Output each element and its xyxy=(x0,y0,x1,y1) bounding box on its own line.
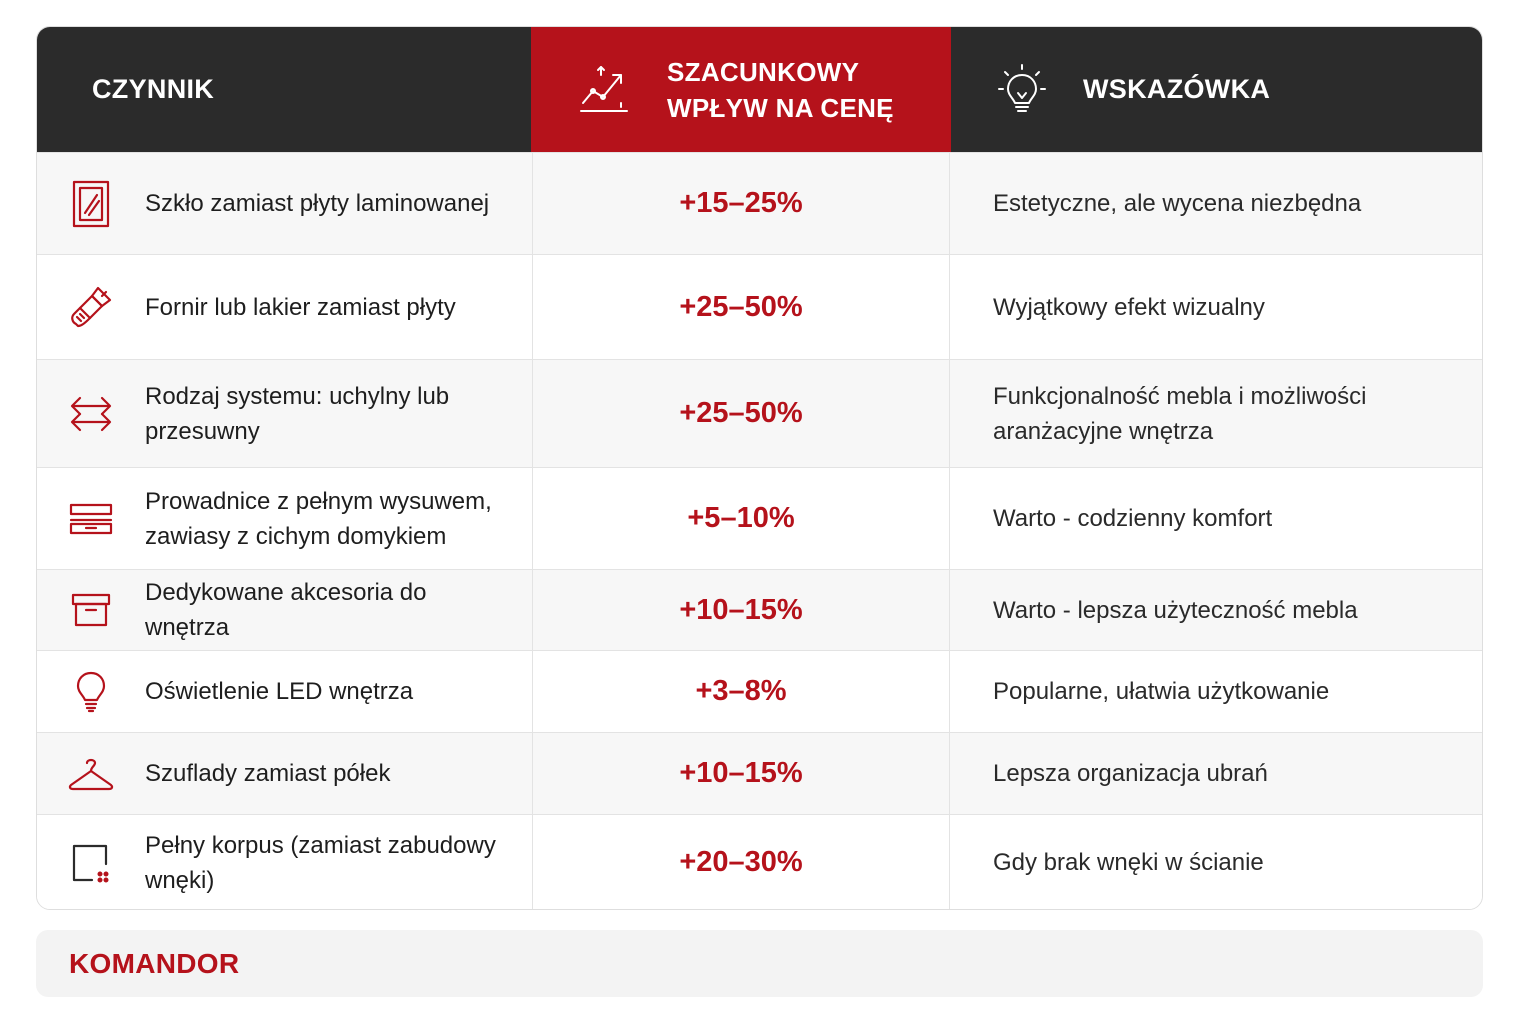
impact-value: +15–25% xyxy=(533,153,950,254)
factor-label: Dedykowane akcesoria do wnętrza xyxy=(145,579,427,641)
factor-label: Oświetlenie LED wnętrza xyxy=(145,678,414,705)
table-row xyxy=(37,569,1482,650)
factor-cell xyxy=(37,468,533,569)
table-row xyxy=(37,467,1482,569)
tip-text: Popularne, ułatwia użytkowanie xyxy=(993,678,1330,705)
factor-label: Prowadnice z pełnym wysuwem, zawiasy z cichym domykiem xyxy=(145,487,492,550)
table-body xyxy=(37,152,1482,910)
table-row xyxy=(37,650,1482,732)
factor-cell xyxy=(37,570,533,650)
trend-chart-icon xyxy=(577,63,631,117)
price-impact-table xyxy=(36,26,1483,910)
header-impact xyxy=(531,27,951,152)
tip-text: Lepsza organizacja ubrań xyxy=(993,760,1268,787)
brand-name: KOMANDOR xyxy=(69,947,240,979)
full-body-frame-icon xyxy=(37,842,145,884)
header-factor: CZYNNIK xyxy=(92,74,215,104)
factor-cell xyxy=(37,651,533,732)
footer-bar xyxy=(36,930,1483,997)
impact-value: +5–10% xyxy=(533,468,950,569)
header-impact-line1: SZACUNKOWY xyxy=(667,56,860,87)
impact-value: +10–15% xyxy=(533,570,950,650)
sliding-arrows-icon xyxy=(37,394,145,434)
tip-text: Wyjątkowy efekt wizualny xyxy=(993,293,1265,321)
impact-value: +3–8% xyxy=(533,651,950,732)
tip-text: Warto - codzienny komfort xyxy=(993,505,1273,532)
table-row xyxy=(37,152,1482,254)
tip-text: Warto - lepsza użyteczność mebla xyxy=(993,596,1358,624)
table-row xyxy=(37,732,1482,814)
table-row xyxy=(37,254,1482,359)
drawer-slide-icon xyxy=(37,502,145,536)
table-row xyxy=(37,814,1482,910)
table-header xyxy=(37,27,1482,152)
tip-text: Funkcjonalność mebla i możliwości aranżacyjne wnętrza xyxy=(993,382,1367,445)
lightbulb-icon xyxy=(997,63,1047,117)
storage-box-icon xyxy=(37,591,145,629)
paintbrush-icon xyxy=(37,284,145,330)
factor-label: Rodzaj systemu: uchylny lub przesuwny xyxy=(145,382,450,445)
factor-cell xyxy=(37,733,533,814)
factor-cell xyxy=(37,153,533,254)
factor-label: Szuflady zamiast półek xyxy=(145,760,391,787)
factor-cell xyxy=(37,255,533,359)
header-impact-line2: WPŁYW NA CENĘ xyxy=(667,92,894,123)
glass-panel-icon xyxy=(37,179,145,229)
tip-text: Estetyczne, ale wycena niezbędna xyxy=(993,190,1362,217)
header-tip-label: WSKAZÓWKA xyxy=(1083,74,1271,104)
led-bulb-icon xyxy=(37,670,145,714)
factor-label: Szkło zamiast płyty laminowanej xyxy=(145,190,490,217)
factor-label: Pełny korpus (zamiast zabudowy wnęki) xyxy=(145,831,496,894)
hanger-icon xyxy=(37,755,145,793)
impact-value: +25–50% xyxy=(533,255,950,359)
impact-value: +10–15% xyxy=(533,733,950,814)
tip-text: Gdy brak wnęki w ścianie xyxy=(993,849,1264,876)
factor-cell xyxy=(37,815,533,910)
header-tip xyxy=(951,27,1482,152)
impact-value: +20–30% xyxy=(533,815,950,910)
factor-label: Fornir lub lakier zamiast płyty xyxy=(145,293,456,321)
table-row xyxy=(37,359,1482,467)
impact-value: +25–50% xyxy=(533,360,950,467)
factor-cell xyxy=(37,360,533,467)
